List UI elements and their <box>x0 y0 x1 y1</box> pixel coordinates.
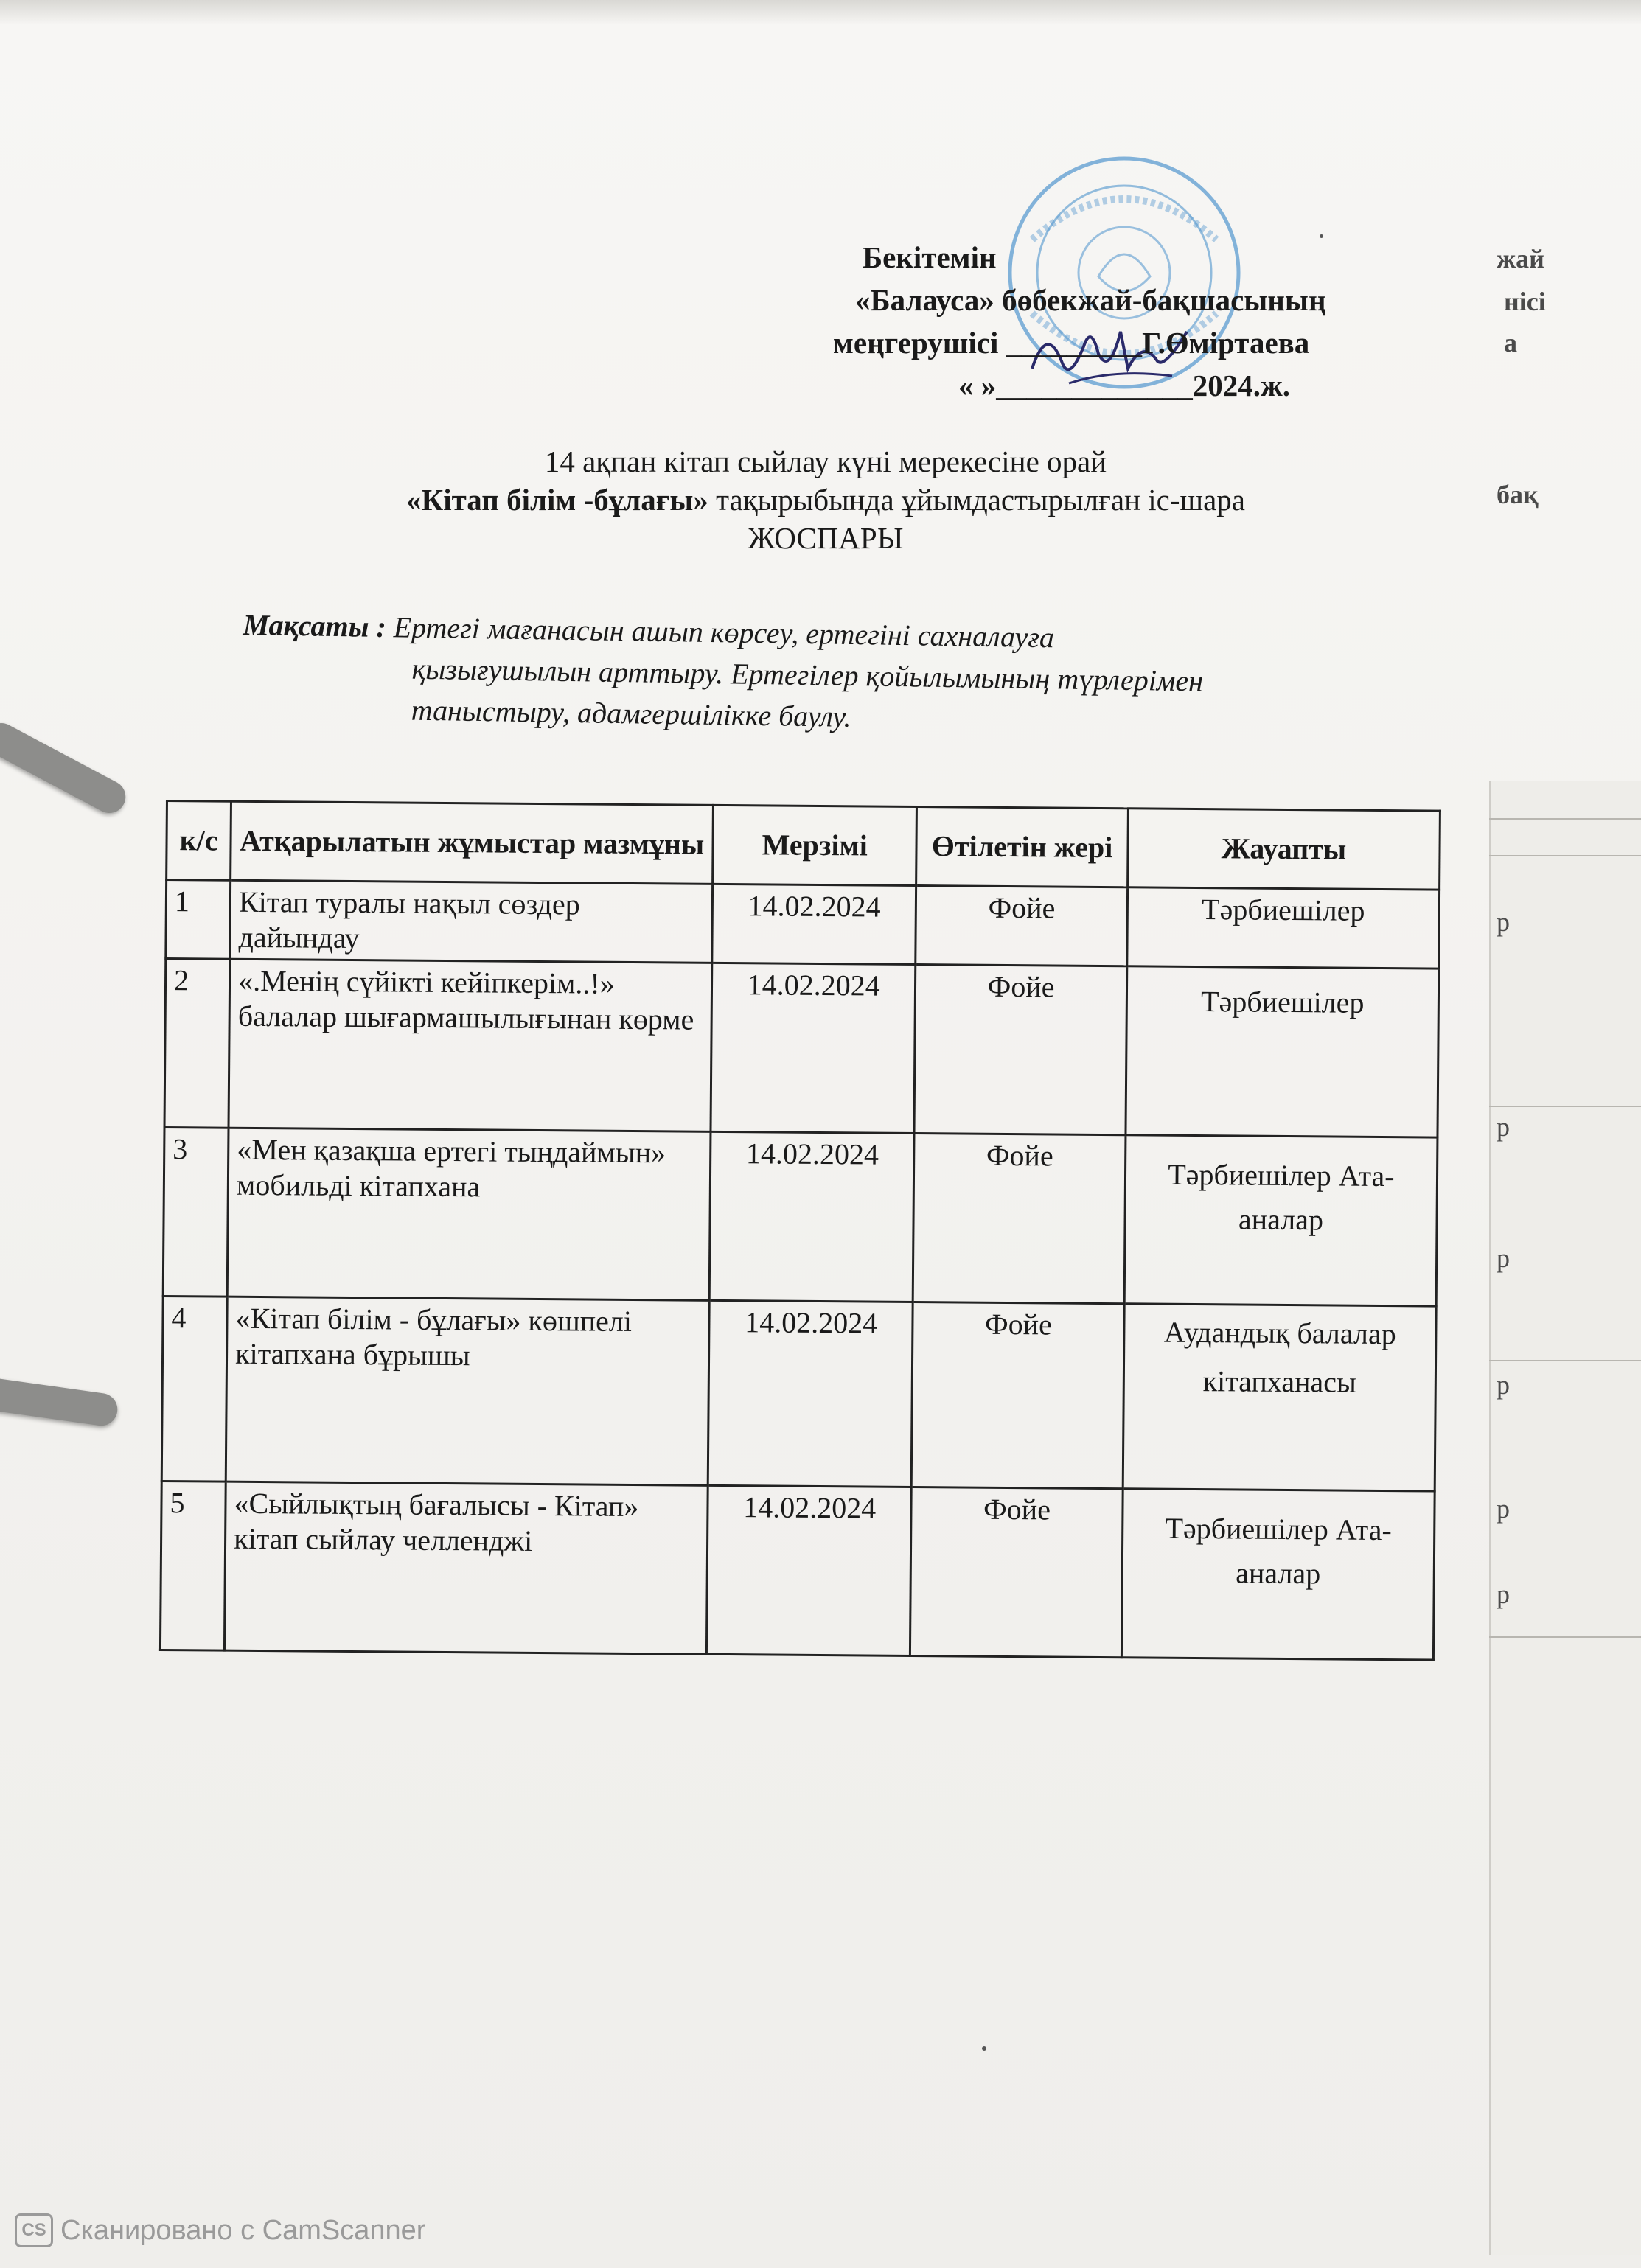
cell-num: 3 <box>163 1127 229 1297</box>
table-header-row <box>167 801 1440 890</box>
header-cell: к/с <box>167 801 231 881</box>
right-fragment: жай <box>1497 244 1544 273</box>
cell-num: 5 <box>160 1481 226 1650</box>
approval-line: «Балауса» бөбекжай-бақшасының <box>855 283 1326 317</box>
goal-text: қызығушылын арттыру. Ертегілер қойылымының түрлерімен <box>411 652 1204 698</box>
table-row <box>164 959 1439 1138</box>
goal-paragraph <box>241 604 1407 747</box>
cell-num: 4 <box>161 1296 227 1482</box>
right-fragment: р <box>1497 1243 1510 1273</box>
cell-num: 2 <box>164 959 230 1128</box>
right-fragment: а <box>1504 328 1517 357</box>
right-fragment: бақ <box>1497 480 1539 509</box>
cell-responsible: Тәрбиешілер Ата-аналар <box>1121 1489 1435 1660</box>
title-heading: ЖОСПАРЫ <box>748 521 904 555</box>
cell-date: 14.02.2024 <box>712 884 916 964</box>
cell-responsible: Аудандық балалар кітапханасы <box>1123 1304 1436 1491</box>
cell-place: Фойе <box>910 1487 1123 1657</box>
approval-line: меңгерушісі _________Г.Өміртаева <box>833 326 1310 360</box>
right-fragment: р <box>1497 907 1510 937</box>
document-title <box>280 442 1371 557</box>
plan-table <box>159 800 1441 1661</box>
table-row <box>161 1296 1436 1491</box>
goal-text: таныстыру, адамгершілікке баулу. <box>411 693 851 733</box>
goal-label: Мақсаты : <box>243 607 387 644</box>
approval-block <box>833 236 1445 407</box>
table-row <box>160 1481 1435 1660</box>
header-cell: Жауапты <box>1127 809 1440 890</box>
cell-work: Кітап туралы нақыл сөздер дайындау <box>230 880 713 963</box>
right-fragment: р <box>1497 1112 1510 1142</box>
title-line <box>280 481 1371 519</box>
right-fragment: р <box>1497 1370 1510 1400</box>
cell-date: 14.02.2024 <box>709 1131 914 1302</box>
table-row <box>166 880 1440 969</box>
binder-ring <box>0 717 131 818</box>
cell-responsible: Тәрбиешілер Ата-аналар <box>1124 1135 1438 1306</box>
watermark-text: Сканировано с CamScanner <box>60 2214 426 2246</box>
binder-ring <box>0 1376 119 1428</box>
header-cell: Атқарылатын жұмыстар мазмұны <box>231 801 714 884</box>
title-topic: «Кітап білім -бұлағы» <box>406 483 708 517</box>
table-row <box>163 1127 1438 1306</box>
cell-place: Фойе <box>913 1133 1125 1303</box>
cell-date: 14.02.2024 <box>711 963 916 1133</box>
header-cell: Өтілетін жері <box>916 807 1128 887</box>
scanner-watermark <box>15 2213 425 2247</box>
right-fragment: нісі <box>1504 287 1546 316</box>
cell-date: 14.02.2024 <box>708 1300 913 1487</box>
cell-place: Фойе <box>911 1302 1124 1488</box>
cell-num: 1 <box>166 880 231 960</box>
speck <box>1320 234 1323 238</box>
cell-work: «Сыйлықтың бағалысы - Кітап» кітап сыйлау челленджі <box>225 1482 708 1654</box>
underlying-sheet <box>1489 781 1641 2255</box>
cell-place: Фойе <box>916 885 1127 966</box>
right-fragment: р <box>1497 1494 1510 1524</box>
right-fragment: р <box>1497 1580 1510 1609</box>
title-line-rest: тақырыбында ұйымдастырылған іс-шара <box>708 483 1245 517</box>
approval-line: « »_____________2024.ж. <box>958 369 1290 402</box>
approval-line: Бекітемін <box>863 240 997 274</box>
cell-work: «.Менің сүйікті кейіпкерім..!» балалар шығармашылығынан көрме <box>229 959 712 1131</box>
title-line: 14 ақпан кітап сыйлау күні мерекесіне орай <box>544 444 1107 478</box>
cell-responsible: Тәрбиешілер <box>1127 887 1440 969</box>
cell-date: 14.02.2024 <box>707 1485 912 1655</box>
goal-text: Ертегі мағанасын ашып көрсеу, ертегіні сахналауға <box>386 610 1055 655</box>
speck <box>982 2046 986 2051</box>
cell-place: Фойе <box>914 964 1126 1134</box>
cell-responsible: Тәрбиешілер <box>1126 966 1439 1137</box>
cell-work: «Мен қазақша ертегі тыңдаймын» мобильді кітапхана <box>227 1128 711 1300</box>
cell-work: «Кітап білім - бұлағы» көшпелі кітапхана бұрышы <box>226 1297 709 1485</box>
camscanner-logo-icon: CS <box>15 2213 53 2247</box>
page-top-edge <box>0 0 1641 25</box>
header-cell: Мерзімі <box>713 805 917 885</box>
